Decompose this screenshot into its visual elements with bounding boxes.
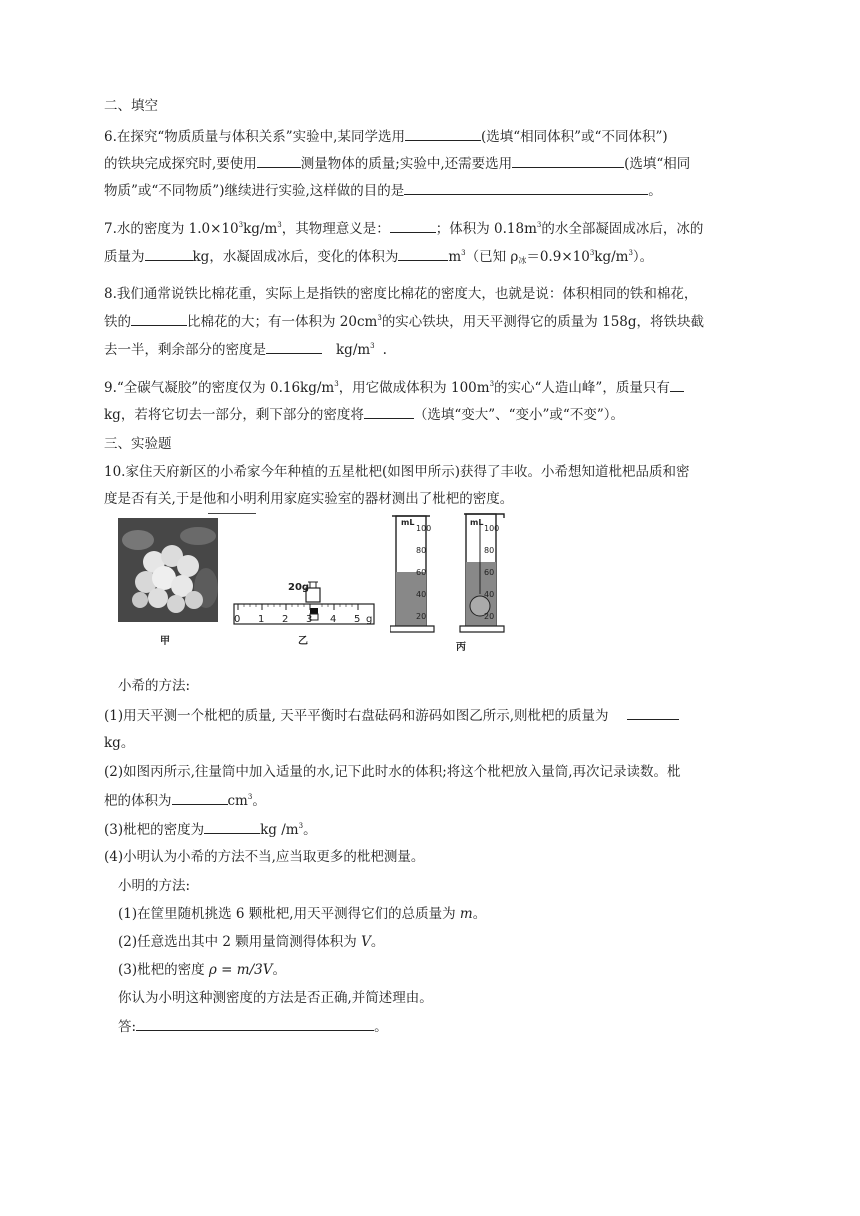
q9-blank-2[interactable] bbox=[364, 404, 414, 419]
ming-step-2: (2)任意选出其中 2 颗用量筒测得体积为 V。 bbox=[118, 934, 385, 950]
ming-question: 你认为小明这种测密度的方法是否正确,并简述理由。 bbox=[118, 990, 433, 1006]
section-heading-experiment: 三、实验题 bbox=[104, 436, 172, 452]
scale-unit: g bbox=[366, 614, 373, 625]
q10-blank-volume[interactable] bbox=[172, 790, 228, 805]
section-heading-fill: 二、填空 bbox=[104, 98, 158, 114]
loquat-photo bbox=[118, 518, 218, 622]
cyl1-tick-20: 20 bbox=[416, 612, 427, 621]
scale-tick-0: 0 bbox=[234, 614, 241, 625]
scale-tick-3: 3 bbox=[306, 614, 313, 625]
q6-blank-2[interactable] bbox=[257, 153, 301, 168]
q6-blank-1[interactable] bbox=[405, 126, 481, 141]
question-9-line-2: kg，若将它切去一部分，剩下部分的密度将 （选填“变大”、“变小”或“不变”）。 bbox=[104, 404, 624, 425]
xixi-step-1-unit: kg。 bbox=[104, 735, 135, 751]
q7-blank-2[interactable] bbox=[145, 246, 193, 261]
cyl1-tick-100: 100 bbox=[416, 524, 432, 533]
question-10-line-1: 10.家住天府新区的小希家今年种植的五星枇杷(如图甲所示)获得了丰收。小希想知道枇杷品质和密 bbox=[104, 464, 690, 480]
scale-tick-1: 1 bbox=[258, 614, 265, 625]
ming-step-1: (1)在筐里随机挑选 6 颗枇杷,用天平测得它们的总质量为 m。 bbox=[118, 906, 487, 922]
ming-step-3: (3)枇杷的密度 ρ = m/3V。 bbox=[118, 962, 286, 978]
figure-label-bing: 丙 bbox=[456, 642, 466, 653]
question-9-line-1: 9.“全碳气凝胶”的密度仅为 $0.16kg/m^3$，用它做成体积为 $100m^3$的实心“人造山峰”，质量只有 bbox=[104, 377, 684, 398]
answer-blank[interactable] bbox=[136, 1016, 374, 1031]
cyl2-tick-100: 100 bbox=[484, 524, 500, 533]
question-6-line-3: 物质”或“不同物质”)继续进行实验,这样做的目的是 。 bbox=[104, 180, 662, 201]
q8-blank-1[interactable] bbox=[131, 311, 187, 326]
cyl1-tick-60: 60 bbox=[416, 568, 427, 577]
q6-blank-3[interactable] bbox=[512, 153, 624, 168]
weight-label: 20g bbox=[288, 582, 310, 593]
xixi-step-1: (1)用天平测一个枇杷的质量, 天平平衡时右盘砝码和游码如图乙所示,则枇杷的质量为 bbox=[104, 705, 679, 726]
cylinder-2-unit: mL bbox=[470, 518, 484, 527]
xixi-step-2-line-2: 杷的体积为 $cm^3$。 bbox=[104, 790, 266, 811]
scale-tick-4: 4 bbox=[330, 614, 337, 625]
xixi-step-3: (3)枇杷的密度为 kg $/m^3$。 bbox=[104, 819, 317, 840]
q10-blank-mass[interactable] bbox=[627, 705, 679, 720]
q6-blank-4[interactable] bbox=[404, 180, 648, 195]
figure-group bbox=[118, 514, 518, 664]
q8-blank-2[interactable] bbox=[266, 339, 322, 354]
q7-blank-1[interactable] bbox=[390, 218, 436, 233]
cyl1-tick-80: 80 bbox=[416, 546, 427, 555]
question-7-line-1: 7.水的密度为 $1.0\times 10^3kg/m^3$，其物理意义是： ；体积为 $0.18m^3$的水全部凝固成冰后，冰的 bbox=[104, 218, 703, 239]
xixi-step-4: (4)小明认为小希的方法不当,应当取更多的枇杷测量。 bbox=[104, 849, 425, 865]
cyl1-tick-40: 40 bbox=[416, 590, 427, 599]
figure-label-yi: 乙 bbox=[298, 636, 308, 647]
q9-blank-1[interactable] bbox=[670, 377, 684, 392]
question-10-line-2: 度是否有关,于是他和小明利用家庭实验室的器材测出了枇杷的密度。 bbox=[104, 491, 514, 507]
scale-tick-5: 5 bbox=[354, 614, 361, 625]
q10-blank-density[interactable] bbox=[204, 819, 260, 834]
question-8-line-3: 去一半，剩余部分的密度是 $kg/m^3$ . bbox=[104, 339, 387, 360]
cylinder-1-unit: mL bbox=[401, 518, 415, 527]
q7-blank-3[interactable] bbox=[398, 246, 448, 261]
ming-method-title: 小明的方法: bbox=[118, 878, 191, 894]
answer-line: 答: 。 bbox=[118, 1016, 388, 1037]
cyl2-tick-60: 60 bbox=[484, 568, 495, 577]
question-8-line-1: 8.我们通常说铁比棉花重，实际上是指铁的密度比棉花的密度大，也就是说：体积相同的铁和棉花， bbox=[104, 286, 698, 302]
cyl2-tick-40: 40 bbox=[484, 590, 495, 599]
question-8-line-2: 铁的 比棉花的大；有一体积为 $20cm^3$的实心铁块，用天平测得它的质量为 158g，将铁块截 bbox=[104, 311, 704, 332]
figure-label-jia: 甲 bbox=[160, 636, 170, 647]
question-7-line-2: 质量为 kg，水凝固成冰后，变化的体积为 $m^3$（已知 $\rho_冰=0.9\times 10^3kg/m^3$）。 bbox=[104, 246, 653, 267]
xixi-step-2-line-1: (2)如图丙所示,往量筒中加入适量的水,记下此时水的体积;将这个枇杷放入量筒,再次记录读数。枇 bbox=[104, 764, 681, 780]
xixi-method-title: 小希的方法: bbox=[118, 678, 191, 694]
cyl2-tick-20: 20 bbox=[484, 612, 495, 621]
cyl2-tick-80: 80 bbox=[484, 546, 495, 555]
question-6-line-2: 的铁块完成探究时,要使用 测量物体的质量;实验中,还需要选用 (选填“相同 bbox=[104, 153, 690, 174]
scale-tick-2: 2 bbox=[282, 614, 289, 625]
question-6-line-1: 6.在探究“物质质量与体积关系”实验中,某同学选用 (选填“相同体积”或“不同体积”) bbox=[104, 126, 668, 147]
